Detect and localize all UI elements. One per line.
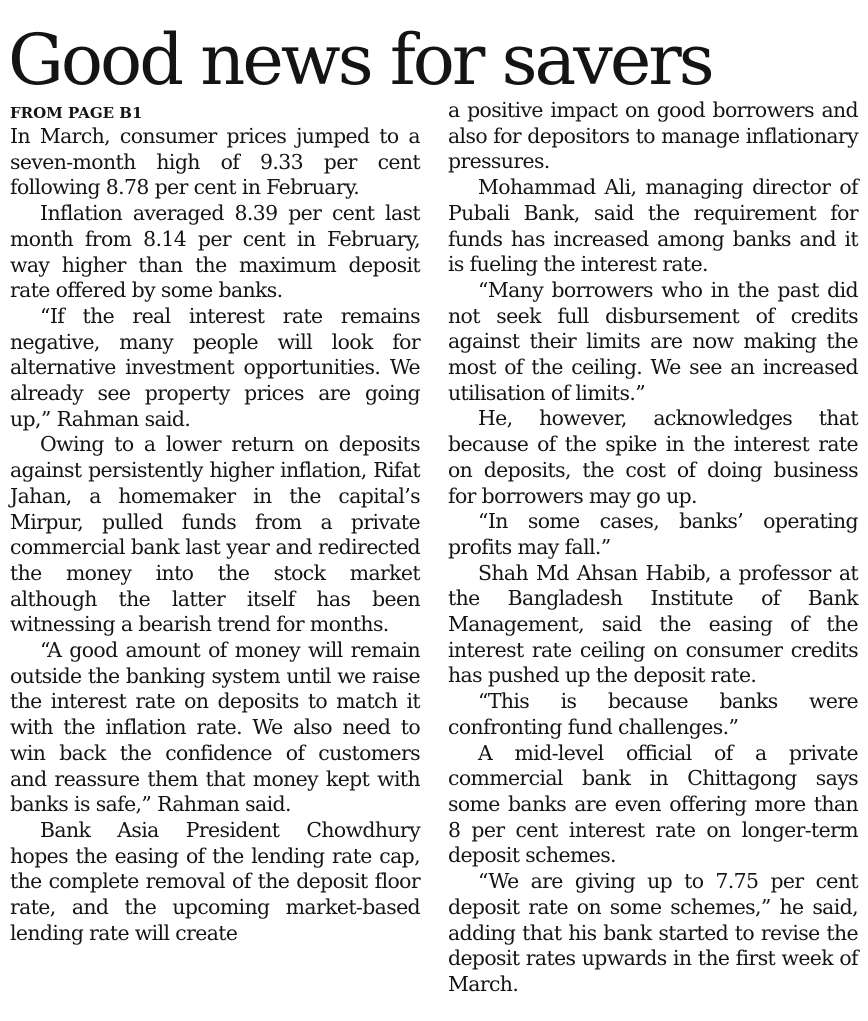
paragraph: a positive impact on good borrowers and also for depositors to manage inflationary pressures.: [448, 98, 858, 174]
paragraph: “A good amount of money will remain outside the banking system until we raise the interest rate on deposits to match it with the inflation rate. We also need to win back the confidence of customers and reassure them that money kept with banks is safe,” Rahman said.: [10, 638, 420, 817]
paragraph: “We are giving up to 7.75 per cent deposit rate on some schemes,” he said, adding that his bank started to revise the deposit rates upwards in the first week of March.: [448, 869, 858, 996]
paragraph: “If the real interest rate remains negative, many people will look for alternative investment opportunities. We already see property prices are going up,” Rahman said.: [10, 303, 420, 431]
paragraph: “In some cases, banks’ operating profits may fall.”: [448, 509, 858, 559]
paragraph: Shah Md Ahsan Habib, a professor at the Bangladesh Institute of Bank Management, said the easing of the interest rate ceiling on consumer credits has pushed up the deposit rate.: [448, 560, 858, 688]
paragraph: He, however, acknowledges that because of the spike in the interest rate on deposits, the cost of doing business for borrowers may go up.: [448, 406, 858, 508]
paragraph: “Many borrowers who in the past did not seek full disbursement of credits against their limits are now making the most of the ceiling. We see an increased utilisation of limits.”: [448, 277, 858, 405]
paragraph: Inflation averaged 8.39 per cent last month from 8.14 per cent in February, way higher than the maximum deposit rate offered by some banks.: [10, 201, 420, 303]
paragraph: A mid-level official of a private commercial bank in Chittagong says some banks are even offering more than 8 per cent interest rate on longer-term deposit schemes.: [448, 740, 858, 868]
paragraph: Bank Asia President Chowdhury hopes the easing of the lending rate cap, the complete removal of the deposit floor rate, and the upcoming market-based lending rate will create: [10, 817, 420, 945]
jump-line: FROM PAGE B1: [10, 104, 143, 122]
headline: Good news for savers: [8, 19, 712, 101]
article-column-2: [448, 98, 858, 998]
article-column-1: [10, 124, 420, 947]
paragraph: “This is because banks were confronting fund challenges.”: [448, 689, 858, 739]
paragraph: Owing to a lower return on deposits against persistently higher inflation, Rifat Jahan, a homemaker in the capital’s Mirpur, pulled funds from a private commercial bank last year and redirected the money into the stock market although the latter itself has been witnessing a bearish trend for months.: [10, 432, 420, 637]
paragraph: In March, consumer prices jumped to a seven-month high of 9.33 per cent following 8.78 per cent in February.: [10, 124, 420, 200]
paragraph: Mohammad Ali, managing director of Pubali Bank, said the requirement for funds has increased among banks and it is fueling the interest rate.: [448, 175, 858, 277]
